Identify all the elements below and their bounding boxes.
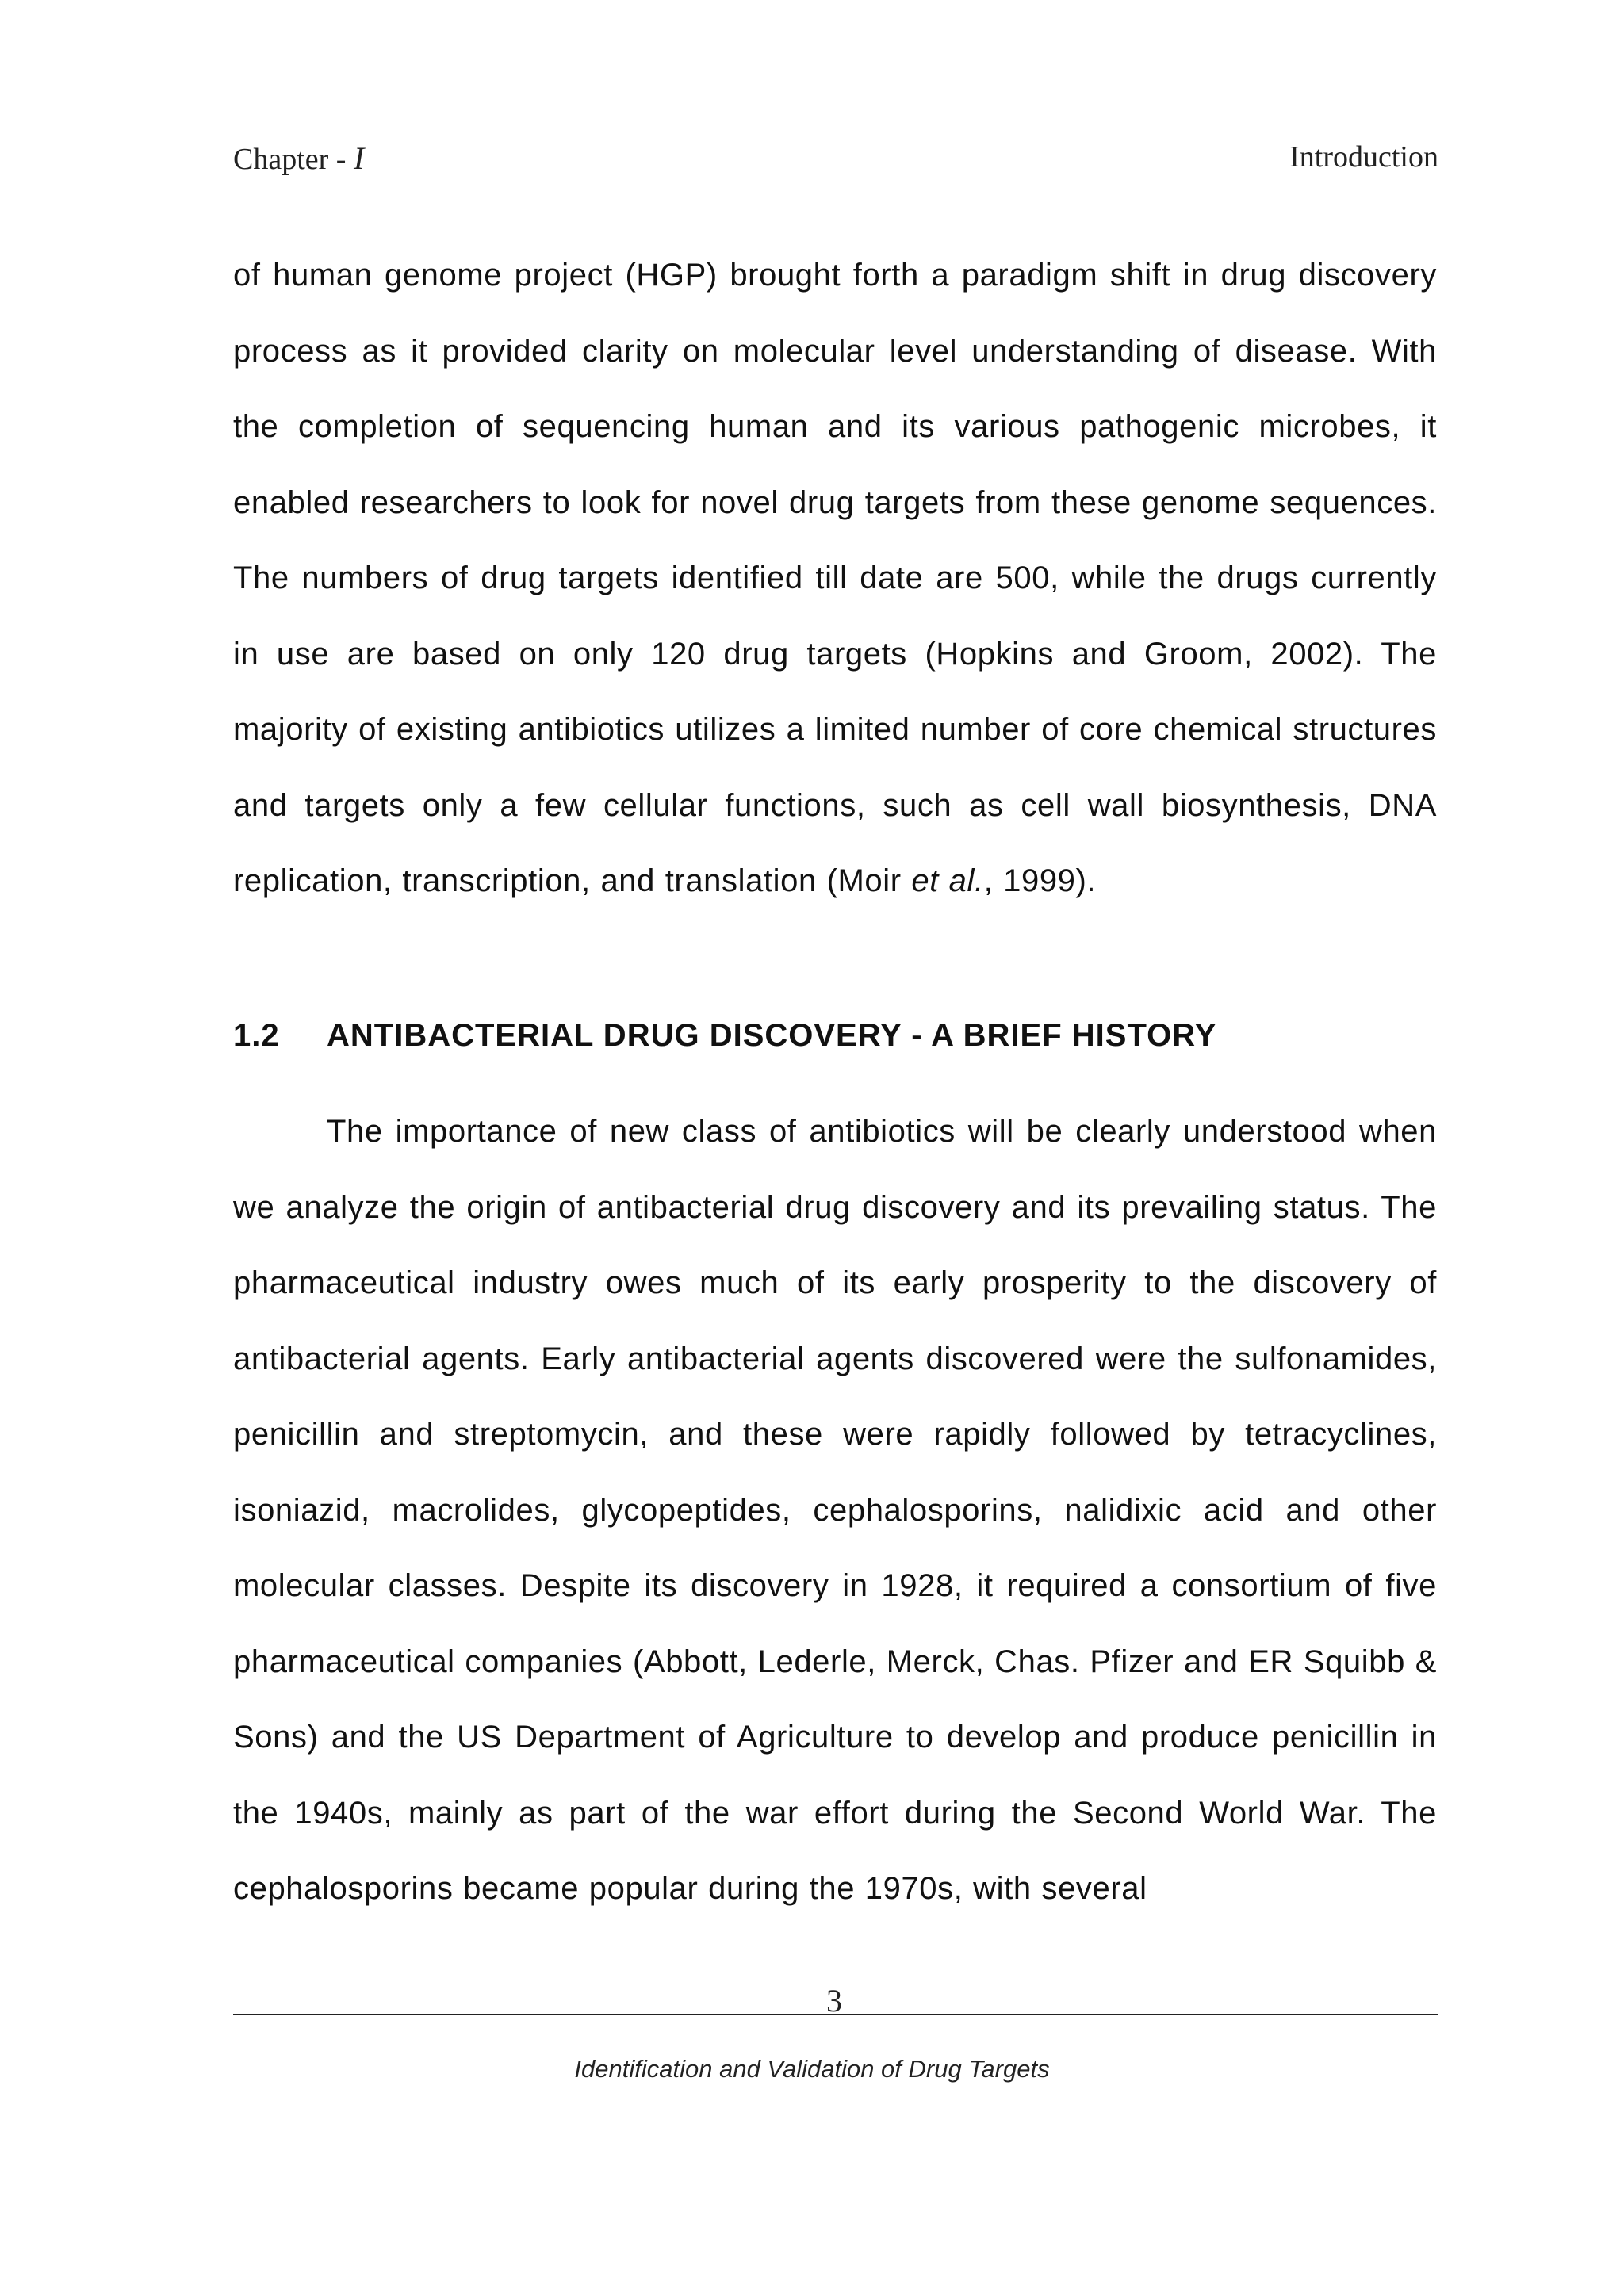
section-title: ANTIBACTERIAL DRUG DISCOVERY - A BRIEF HISTORY [327,1018,1217,1053]
paragraph-continued [233,238,1437,920]
footer-divider [233,2014,1438,2015]
section-number: 1.2 [233,1018,280,1053]
paragraph-history [233,1094,1437,1927]
footer-title: Identification and Validation of Drug Targets [574,2055,1050,2083]
paragraph-2-text: The importance of new class of antibiotics will be clearly understood when we analyze the origin of antibacterial drug discovery and its prevailing status. The pharmaceutical industry owes much of its early prosperity to the discovery of antibacterial agents. Early antibacterial agents discovered were the sulfonamides, penicillin and streptomycin, and these were rapidly followed by tetracyclines, isoniazid, macrolides, glycopeptides, cephalosporins, nalidixic acid and other molecular classes. Despite its discovery in 1928, it required a consortium of five pharmaceutical companies (Abbott, Lederle, Merck, Chas. Pfizer and ER Squibb & Sons) and the US Department of Agriculture to develop and produce penicillin in the 1940s, mainly as part of the war effort during the Second World War. The cephalosporins became popular during the 1970s, with several [233,1114,1437,1906]
page-number: 3 [826,1983,842,2019]
section-label: Introduction [1289,140,1438,174]
chapter-number: I [353,140,365,176]
running-header [233,140,1438,187]
chapter-label-text: Chapter - [233,143,354,176]
paragraph-1-main: of human genome project (HGP) brought forth a paradigm shift in drug discovery process as it provided clarity on molecular level understanding of disease. With the completion of sequencing human and its various pathogenic microbes, it enabled researchers to look for novel drug targets from these genome sequences. The numbers of drug targets identified till date are 500, while the drugs currently in use are based on only 120 drug targets (Hopkins and Groom, 2002). The majority of existing antibiotics utilizes a limited number of core chemical structures and targets only a few cellular functions, such as cell wall biosynthesis, DNA replication, transcription, and translation (Moir [233,258,1437,898]
paragraph-1-text [233,238,1437,920]
paragraph-1-italic: et al. [911,863,984,898]
paragraph-1-end: , 1999). [983,863,1097,898]
section-heading [233,1018,1437,1054]
chapter-label [233,140,364,177]
